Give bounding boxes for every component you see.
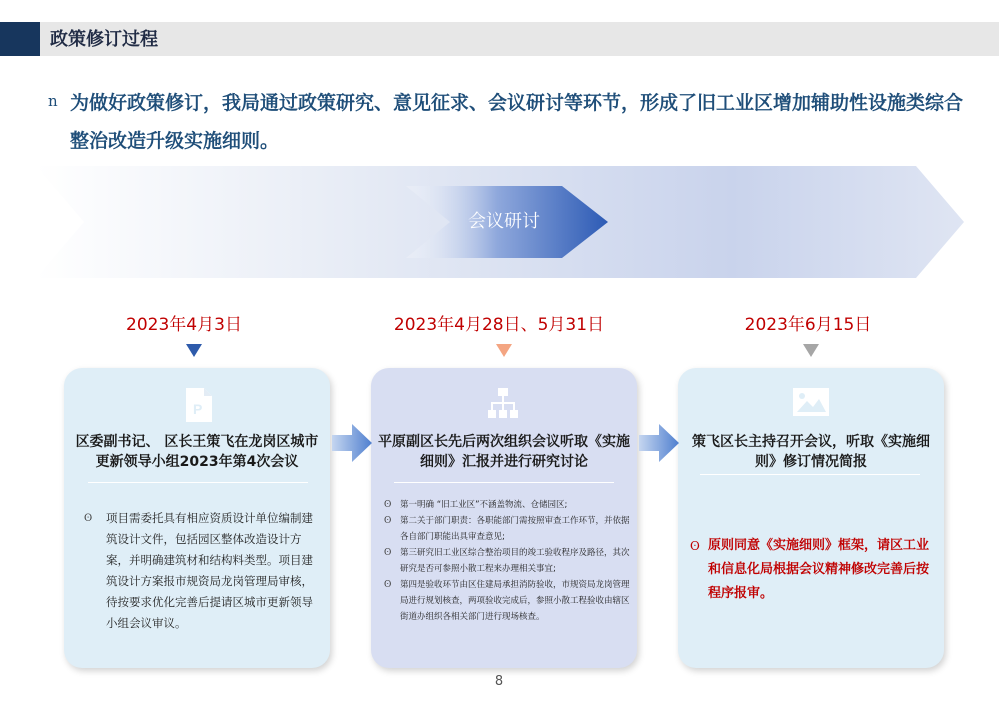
list-item: ʘ 第三研究旧工业区综合整治项目的竣工验收程序及路径，其次研究是否可参照小散工程来办理相关事宜; <box>384 545 634 577</box>
intro-bullet-marker: n <box>48 92 58 110</box>
meeting-card-2-title: 平原副区长先后两次组织会议听取《实施细则》汇报并进行研究讨论 <box>378 434 630 470</box>
bullet-marker: ʘ <box>384 516 392 526</box>
bullet-marker: ʘ <box>384 548 392 558</box>
intro-text: 为做好政策修订，我局通过政策研究、意见征求、会议研讨等环节，形成了旧工业区增加辅助性设施类综合整治改造升级实施细则。 <box>70 92 964 152</box>
right-arrow-icon <box>332 424 372 462</box>
bullet-marker: ʘ <box>384 580 392 590</box>
timeline-date-1: 2023年4月3日 <box>126 315 242 335</box>
timeline-marker-1-triangle-icon <box>186 344 202 357</box>
org-chart-icon <box>488 388 518 420</box>
meeting-card-2-divider <box>394 482 614 483</box>
meeting-card-3-body <box>690 534 934 606</box>
list-item: ʘ 第二关于部门职责：各职能部门需按照审查工作环节，并依据各自部门职能出具审查意见; <box>384 513 634 545</box>
meeting-card-3-body-text: 原则同意《实施细则》框架，请区工业和信息化局根据会议精神修改完善后按程序报审。 <box>708 538 930 601</box>
timeline-marker-2-triangle-icon <box>496 344 512 357</box>
image-icon <box>793 388 829 416</box>
right-arrow-icon <box>639 424 679 462</box>
bullet-marker: ʘ <box>84 513 93 524</box>
meeting-card-1-title: 区委副书记、 区长王策飞在龙岗区城市更新领导小组2023年第4次会议 <box>75 434 319 470</box>
meeting-card-1-divider <box>88 482 308 483</box>
list-item: ʘ 第四是验收环节由区住建局承担消防验收，市规资局龙岗管理局进行规划核查，两项验收完成后，参照小散工程验收由辖区街道办组织各相关部门进行现场核查。 <box>384 577 634 625</box>
page-title: 政策修订过程 <box>50 29 158 50</box>
meeting-card-2-list <box>384 497 634 625</box>
timeline-date-2: 2023年4月28日、5月31日 <box>393 315 605 335</box>
meeting-card-1-body <box>84 508 314 634</box>
page-number: 8 <box>494 674 504 689</box>
timeline-date-3: 2023年6月15日 <box>744 315 872 335</box>
bullet-marker: ʘ <box>690 539 700 553</box>
active-step-label: 会议研讨 <box>468 211 540 232</box>
svg-text:P: P <box>193 401 203 417</box>
meeting-card-3-title: 策飞区长主持召开会议，听取《实施细则》修订情况简报 <box>692 434 930 470</box>
timeline-marker-3-triangle-icon <box>803 344 819 357</box>
list-item: ʘ 第一明确 “旧工业区”不涵盖物流、仓储园区; <box>384 497 634 513</box>
ppt-file-icon <box>184 388 212 422</box>
bullet-marker: ʘ <box>384 500 392 510</box>
header-accent-block <box>0 22 40 56</box>
meeting-card-1-body-text: 项目需委托具有相应资质设计单位编制建筑设计文件，包括园区整体改造设计方案，并明确建筑材和结构料类型。项目建筑设计方案报市规资局龙岗管理局审核，待按要求优化完善后提请区城市更新领导小组会议审议。 <box>106 511 313 630</box>
meeting-card-3-divider <box>700 474 920 475</box>
